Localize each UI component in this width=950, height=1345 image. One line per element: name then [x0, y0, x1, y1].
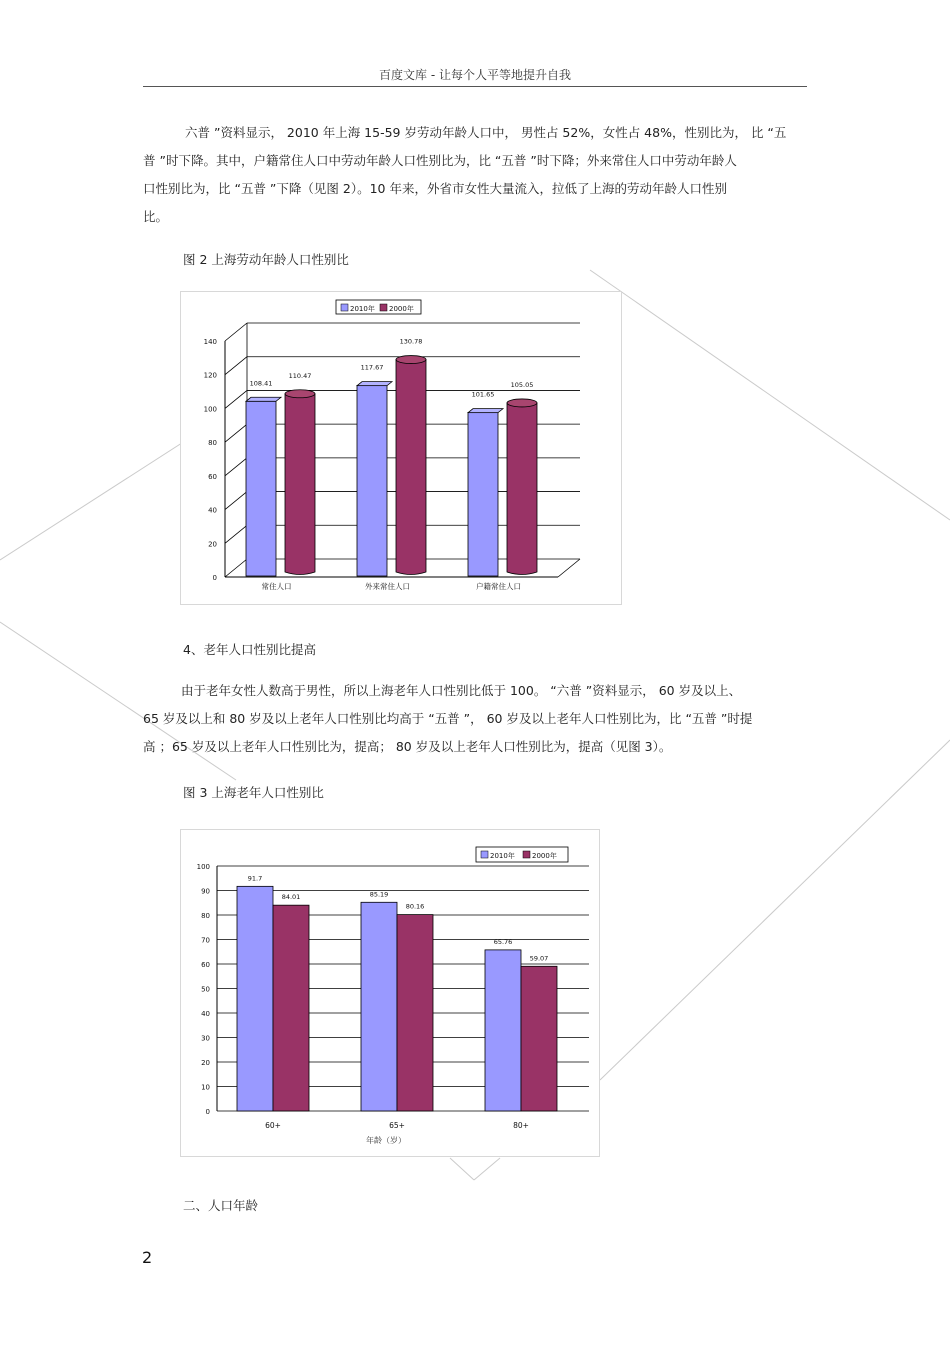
y-tick-label: 50 [201, 985, 210, 994]
data-label: 117.67 [360, 363, 384, 372]
bar-2000年-常住人口 [285, 390, 315, 575]
gridline-depth [225, 323, 247, 341]
bar-2010年-户籍常住人口 [468, 409, 503, 576]
paragraph-line: 普 ”时下降。其中，户籍常住人口中劳动年龄人口性别比为，比 “五普 ”时下降；外来常住人口中劳动年龄人 [143, 153, 737, 168]
paragraph-line: 口性别比为，比 “五普 ”下降（见图 2）。10 年来，外省市女性大量流入，拉低了上海的劳动年龄人口性别 [143, 181, 727, 196]
bar-2000年-80+ [521, 966, 557, 1111]
legend-label-2000: 2000年 [532, 852, 557, 860]
figure-2-chart [180, 291, 622, 605]
bar-2000年-户籍常住人口 [507, 399, 537, 575]
x-category-label: 65+ [389, 1121, 405, 1130]
bar-2010年-80+ [485, 950, 521, 1111]
y-tick-label: 0 [212, 574, 217, 582]
paragraph-line: 比。 [143, 209, 169, 224]
data-label: 105.05 [510, 380, 534, 389]
legend-label-2010: 2010年 [490, 852, 515, 860]
elderly-sex-ratio-chart [181, 830, 599, 1156]
bar-2010年-65+ [361, 902, 397, 1111]
section-2-heading: 二、人口年龄 [183, 1198, 259, 1213]
legend-swatch-2000 [523, 851, 530, 858]
bar-2010年-外来常住人口 [357, 382, 392, 576]
y-tick-label: 60 [208, 472, 217, 481]
legend-label-2000: 2000年 [389, 305, 414, 313]
y-tick-label: 20 [201, 1059, 210, 1067]
labor-sex-ratio-chart [181, 292, 621, 604]
gridline-depth [225, 424, 247, 442]
section-4-heading: 4、老年人口性别比提高 [183, 642, 316, 657]
data-label: 84.01 [281, 893, 301, 902]
y-tick-label: 100 [196, 863, 210, 871]
legend-swatch-2010 [341, 304, 348, 311]
data-label: 85.19 [369, 890, 389, 899]
figure-3-caption: 图 3 上海老年人口性别比 [183, 785, 324, 800]
y-tick-label: 90 [201, 887, 210, 896]
figure-3-chart [180, 829, 600, 1157]
bar-2010年-60+ [237, 886, 273, 1111]
y-tick-label: 40 [201, 1010, 210, 1018]
y-tick-label: 70 [201, 936, 210, 945]
paragraph-line: 高 ；65 岁及以上老年人口性别比为，提高； 80 岁及以上老年人口性别比为，提高（见图 3）。 [143, 739, 672, 754]
paragraph-line: 六普 ”资料显示， 2010 年上海 15-59 岁劳动年龄人口中， 男性占 52%，女性占 48%，性别比为， 比 “五 [185, 125, 787, 140]
data-label: 130.78 [399, 337, 423, 346]
data-label: 59.07 [529, 954, 549, 963]
y-tick-label: 100 [203, 405, 217, 414]
y-tick-label: 120 [203, 371, 217, 380]
bar-2000年-60+ [273, 905, 309, 1111]
gridline-depth [225, 458, 247, 476]
page-header: 百度文库 - 让每个人平等地提升自我 [379, 68, 571, 82]
y-tick-label: 10 [201, 1083, 210, 1092]
data-label: 91.7 [247, 874, 263, 883]
gridline-depth [225, 390, 247, 408]
bar-2010年-常住人口 [246, 397, 281, 576]
y-tick-label: 0 [205, 1108, 210, 1116]
x-category-label: 户籍常住人口 [476, 582, 521, 591]
y-tick-label: 140 [203, 338, 217, 346]
header-divider [143, 86, 807, 87]
bar-2000年-外来常住人口 [396, 356, 426, 575]
gridline-depth [225, 357, 247, 375]
paragraph-labor-ratio [143, 119, 808, 231]
y-tick-label: 40 [208, 506, 217, 515]
paragraph-line: 65 岁及以上和 80 岁及以上老年人口性别比均高于 “五普 ”， 60 岁及以上老年人口性别比为，比 “五普 ”时提 [143, 711, 753, 726]
data-label: 110.47 [288, 371, 312, 380]
y-tick-label: 20 [208, 540, 217, 549]
data-label: 65.76 [493, 937, 513, 946]
floor-edge [558, 559, 580, 577]
x-category-label: 60+ [265, 1121, 281, 1130]
data-label: 80.16 [405, 902, 425, 911]
data-label: 101.65 [471, 390, 495, 399]
figure-2-caption: 图 2 上海劳动年龄人口性别比 [183, 252, 349, 267]
gridline-depth [225, 525, 247, 543]
paragraph-elderly-ratio [143, 677, 808, 761]
y-tick-label: 80 [208, 439, 217, 448]
y-tick-label: 60 [201, 961, 210, 969]
y-tick-label: 80 [201, 912, 210, 920]
legend-swatch-2000 [380, 304, 387, 311]
data-label: 108.41 [249, 379, 273, 388]
legend [476, 847, 568, 862]
bar-2000年-65+ [397, 915, 433, 1111]
page-number: 2 [142, 1248, 153, 1267]
y-tick-label: 30 [201, 1034, 210, 1043]
gridline-depth [225, 492, 247, 510]
x-category-label: 常住人口 [261, 582, 292, 591]
legend-swatch-2010 [481, 851, 488, 858]
legend-label-2010: 2010年 [350, 305, 375, 313]
x-category-label: 80+ [513, 1121, 529, 1130]
gridline-depth [225, 559, 247, 577]
x-category-label: 外来常住人口 [365, 582, 410, 591]
legend [336, 300, 421, 314]
x-axis-title: 年龄（岁） [366, 1136, 406, 1145]
paragraph-line: 由于老年女性人数高于男性，所以上海老年人口性别比低于 100。 “六普 ”资料显示， 60 岁及以上、 [181, 683, 742, 698]
